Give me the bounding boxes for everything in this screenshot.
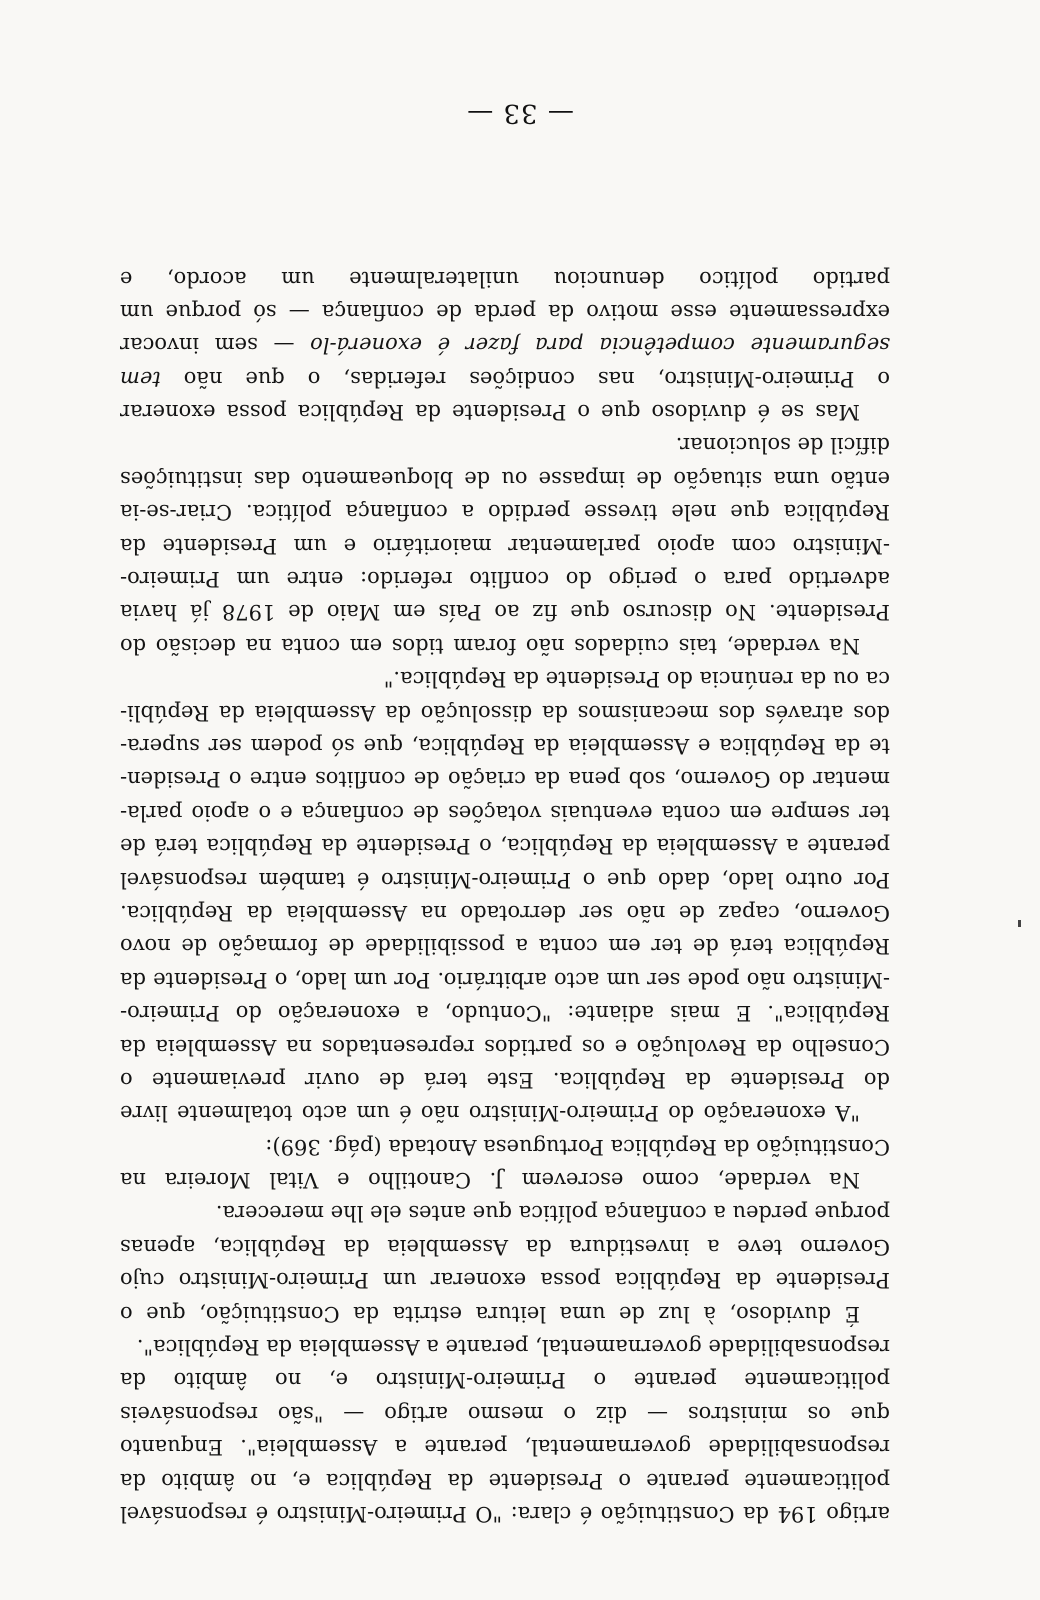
text-line: ca ou da renúncia do Presidente da República." — [383, 667, 890, 692]
text-line: perante a Assembleia da República, o Presidente da República terá de — [120, 834, 890, 859]
text-line: Governo teve a investidura da Assembleia da República, apenas — [120, 1234, 890, 1259]
text-line: artigo 194 da Constituição é clara: "O Primeiro-Ministro é responsável — [120, 1502, 890, 1526]
text-line: Conselho da Revolução e os partidos representados na Assembleia da — [120, 1034, 890, 1059]
text-line: então uma situação de impasse ou de bloqueamento das instituições — [120, 466, 890, 491]
paragraph-article-194 — [120, 1330, 890, 1530]
text-line: responsabilidade governamental, perante a Assembleia". Enquanto — [120, 1435, 890, 1460]
text-line: -Ministro com apoio parlamentar maioritário e um Presidente da — [120, 533, 890, 558]
text-line: politicamente perante o Presidente da República e, no âmbito da — [120, 1468, 890, 1493]
paragraph-canotilho — [120, 1129, 890, 1196]
text-line: Mas se é duvidoso que o Presidente da República possa exonerar — [120, 400, 860, 425]
text-line: seguramente competência para fazer é exonerá-lo — sem invocar — [120, 333, 890, 358]
text-line: Por outro lado, dado que o Primeiro-Ministro é também responsável — [120, 867, 890, 892]
scan-speck — [1018, 920, 1021, 927]
text-line: expressamente esse motivo da perda de confiança — só porque um — [120, 299, 890, 324]
body-text — [120, 261, 890, 1530]
text-line: o Primeiro-Ministro, nas condições referidas, o que não tem — [120, 366, 890, 391]
text-line: República". E mais adiante: "Contudo, a exoneração do Primeiro- — [120, 1001, 890, 1026]
text-line: Presidente da República possa exonerar um Primeiro-Ministro cujo — [120, 1268, 890, 1293]
text-line: -Ministro não pode ser um acto arbitrário. Por um lado, o Presidente da — [120, 967, 890, 992]
text-line: do Presidente da República. Este terá de ouvir previamente o — [120, 1067, 890, 1092]
text-line: que os ministros — diz o mesmo artigo — "são responsáveis — [120, 1401, 890, 1426]
text-line: te da República e Assembleia da República, que só podem ser supera- — [120, 734, 890, 759]
text-line: Na verdade, tais cuidados não foram tidos em conta na decisão do — [120, 633, 860, 658]
text-line: Na verdade, como escrevem J. Canotilho e Vital Moreira na — [120, 1168, 860, 1193]
text-line: Presidente. No discurso que fiz ao País em Maio de 1978 já havia — [120, 600, 890, 625]
text-line: partido político denunciou unilateralmente um acordo, e — [120, 266, 890, 291]
text-line: República terá de ter em conta a possibilidade de formação de novo — [120, 934, 890, 959]
text-line: advertido para o perigo do conflito referido: entre um Primeiro- — [120, 567, 890, 592]
text-line: dos através dos mecanismos da dissolução da Assembleia da Repúbli- — [120, 700, 890, 725]
text-line: Constituição da República Portuguesa Anotada (pág. 369): — [265, 1134, 890, 1159]
paragraph-quote — [120, 662, 890, 1129]
text-line: difícil de solucionar. — [675, 433, 890, 458]
text-line: politicamente perante o Primeiro-Ministro e, no âmbito da — [120, 1368, 890, 1393]
text-line: mentar do Governo, sob pena da criação de conflitos entre o Presiden- — [120, 767, 890, 792]
paragraph-na-verdade — [120, 428, 890, 662]
text-line: É duvidoso, à luz de uma leitura estrita da Constituição, que o — [120, 1301, 860, 1326]
paragraph-mas — [120, 261, 890, 428]
text-line: República que nele tivesse perdido a confiança política. Criar-se-ia — [120, 500, 890, 525]
text-line: porque perdeu a confiança política que antes ele lhe merecera. — [215, 1201, 890, 1226]
text-line: Governo, capaz de não ser derrotado na Assembleia da República. — [120, 900, 890, 925]
page-number: — 33 — — [466, 98, 574, 128]
text-line: responsabilidade governamental, perante a Assembleia da República". — [136, 1335, 890, 1360]
text-line: "A exoneração do Primeiro-Ministro não é um acto totalmente livre — [120, 1101, 860, 1126]
paragraph-duvidoso — [120, 1196, 890, 1330]
text-line: ter sempre em conta eventuais votações de confiança e o apoio parla- — [120, 800, 890, 825]
